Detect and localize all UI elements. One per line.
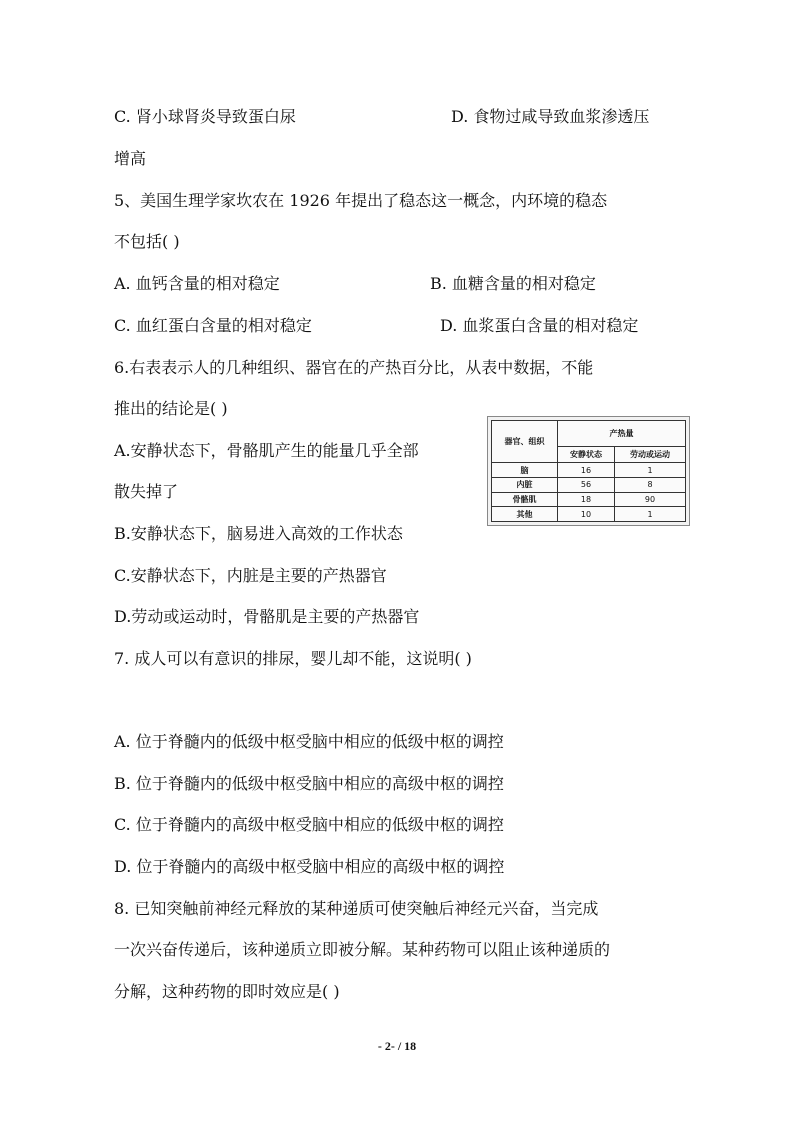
q6-stem-continued: 推出的结论是( ) (114, 399, 228, 418)
table-cell-organ: 骨骼肌 (492, 492, 558, 507)
q7-option-a: A. 位于脊髓内的低级中枢受脑中相应的低级中枢的调控 (114, 732, 504, 751)
table-cell-work: 1 (615, 463, 686, 478)
q5-option-a: A. 血钙含量的相对稳定 (114, 274, 280, 293)
table-cell-organ: 脑 (492, 463, 558, 478)
q6-option-c: C.安静状态下，内脏是主要的产热器官 (114, 566, 387, 585)
table-sub-header-rest: 安静状态 (557, 447, 614, 463)
q5-option-b: B. 血糖含量的相对稳定 (430, 274, 596, 293)
table-cell-rest: 16 (557, 463, 614, 478)
q5-stem: 5、美国生理学家坎农在 1926 年提出了稳态这一概念，内环境的稳态 (114, 191, 608, 210)
table-group-header: 产热量 (557, 421, 685, 447)
table-cell-rest: 10 (557, 507, 614, 522)
table-cell-rest: 18 (557, 492, 614, 507)
table-row (492, 478, 686, 493)
table-cell-organ: 内脏 (492, 478, 558, 493)
q7-stem: 7. 成人可以有意识的排尿，婴儿却不能，这说明( ) (114, 649, 472, 668)
table-cell-work: 1 (615, 507, 686, 522)
q7-option-d: D. 位于脊髓内的高级中枢受脑中相应的高级中枢的调控 (114, 857, 505, 876)
q7-option-b: B. 位于脊髓内的低级中枢受脑中相应的高级中枢的调控 (114, 774, 504, 793)
q5-stem-continued: 不包括( ) (114, 232, 180, 251)
table-cell-work: 90 (615, 492, 686, 507)
table-row (492, 507, 686, 522)
table-cell-work: 8 (615, 478, 686, 493)
q4-option-d: D. 食物过咸导致血浆渗透压 (451, 107, 650, 126)
table-sub-header-work: 劳动或运动 (615, 447, 686, 463)
table-cell-rest: 56 (557, 478, 614, 493)
q8-stem-continued-1: 一次兴奋传递后，该种递质立即被分解。某种药物可以阻止该种递质的 (114, 940, 611, 959)
heat-production-table (487, 416, 690, 526)
q4-option-c: C. 肾小球肾炎导致蛋白尿 (114, 107, 296, 126)
q6-option-d: D.劳动或运动时，骨骼肌是主要的产热器官 (114, 607, 420, 626)
q5-option-d: D. 血浆蛋白含量的相对稳定 (440, 316, 639, 335)
q8-stem: 8. 已知突触前神经元释放的某种递质可使突触后神经元兴奋，当完成 (114, 899, 599, 918)
table-row (492, 492, 686, 507)
q7-option-c: C. 位于脊髓内的高级中枢受脑中相应的低级中枢的调控 (114, 815, 504, 834)
q8-stem-continued-2: 分解，这种药物的即时效应是( ) (114, 982, 340, 1001)
q6-option-b: B.安静状态下，脑易进入高效的工作状态 (114, 524, 403, 543)
table-cell-organ: 其他 (492, 507, 558, 522)
q6-option-a-continued: 散失掉了 (114, 482, 179, 501)
q4-option-d-continued: 增高 (114, 149, 147, 168)
page-number: - 2- / 18 (377, 1039, 417, 1053)
table-col-header: 器官、组织 (492, 421, 558, 463)
table-row (492, 463, 686, 478)
q6-option-a: A.安静状态下，骨骼肌产生的能量几乎全部 (114, 441, 419, 460)
q5-option-c: C. 血红蛋白含量的相对稳定 (114, 316, 312, 335)
q6-stem: 6.右表表示人的几种组织、器官在的产热百分比，从表中数据，不能 (114, 358, 594, 377)
